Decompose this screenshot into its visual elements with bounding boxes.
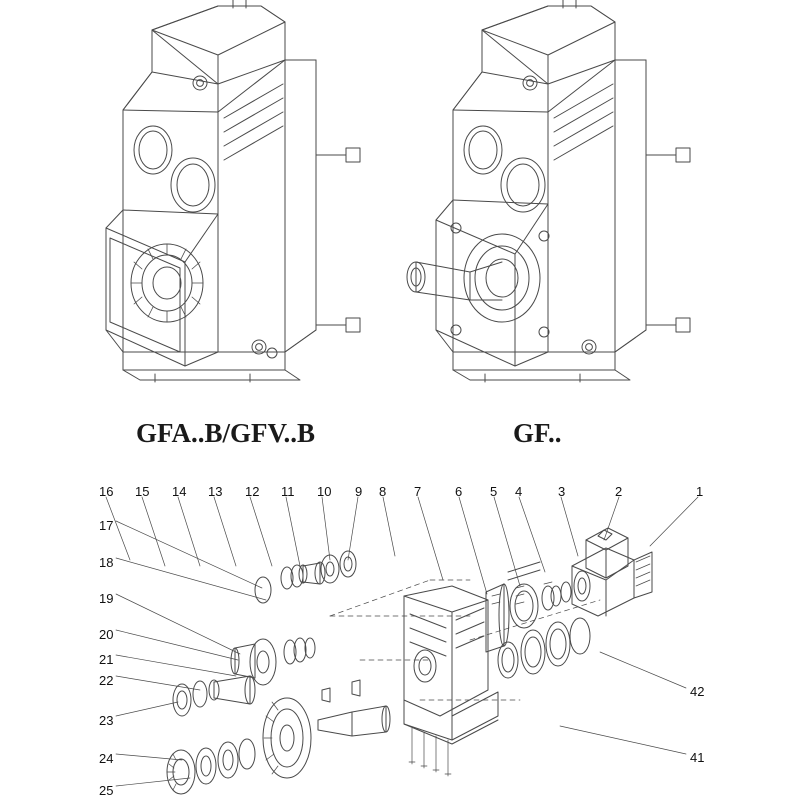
callout-number-12: 12 bbox=[245, 484, 260, 499]
callout-number-16: 16 bbox=[99, 484, 114, 499]
callout-number-10: 10 bbox=[317, 484, 332, 499]
gearbox-assembly-right bbox=[407, 0, 690, 382]
exploded-parts-view bbox=[106, 497, 698, 794]
gearbox-assembly-left bbox=[106, 0, 360, 382]
callout-number-13: 13 bbox=[208, 484, 223, 499]
callout-number-6: 6 bbox=[455, 484, 463, 499]
callout-number-11: 11 bbox=[281, 484, 295, 499]
caption-right: GF.. bbox=[513, 418, 562, 448]
callout-number-24: 24 bbox=[99, 751, 114, 766]
callout-number-4: 4 bbox=[515, 484, 523, 499]
callout-number-5: 5 bbox=[490, 484, 498, 499]
caption-left: GFA..B/GFV..B bbox=[136, 418, 316, 448]
callout-number-8: 8 bbox=[379, 484, 387, 499]
callout-number-17: 17 bbox=[99, 518, 114, 533]
callout-number-25: 25 bbox=[99, 783, 114, 798]
callout-number-18: 18 bbox=[99, 555, 114, 570]
callout-number-21: 21 bbox=[99, 652, 114, 667]
callout-number-1: 1 bbox=[696, 484, 704, 499]
callout-number-22: 22 bbox=[99, 673, 114, 688]
callout-number-42: 42 bbox=[690, 684, 705, 699]
callout-number-19: 19 bbox=[99, 591, 114, 606]
callout-number-14: 14 bbox=[172, 484, 187, 499]
callout-number-7: 7 bbox=[414, 484, 422, 499]
callout-number-9: 9 bbox=[355, 484, 363, 499]
callout-number-2: 2 bbox=[615, 484, 623, 499]
callout-number-3: 3 bbox=[558, 484, 566, 499]
callout-number-20: 20 bbox=[99, 627, 114, 642]
callout-number-15: 15 bbox=[135, 484, 150, 499]
callout-number-41: 41 bbox=[690, 750, 705, 765]
callout-number-23: 23 bbox=[99, 713, 114, 728]
